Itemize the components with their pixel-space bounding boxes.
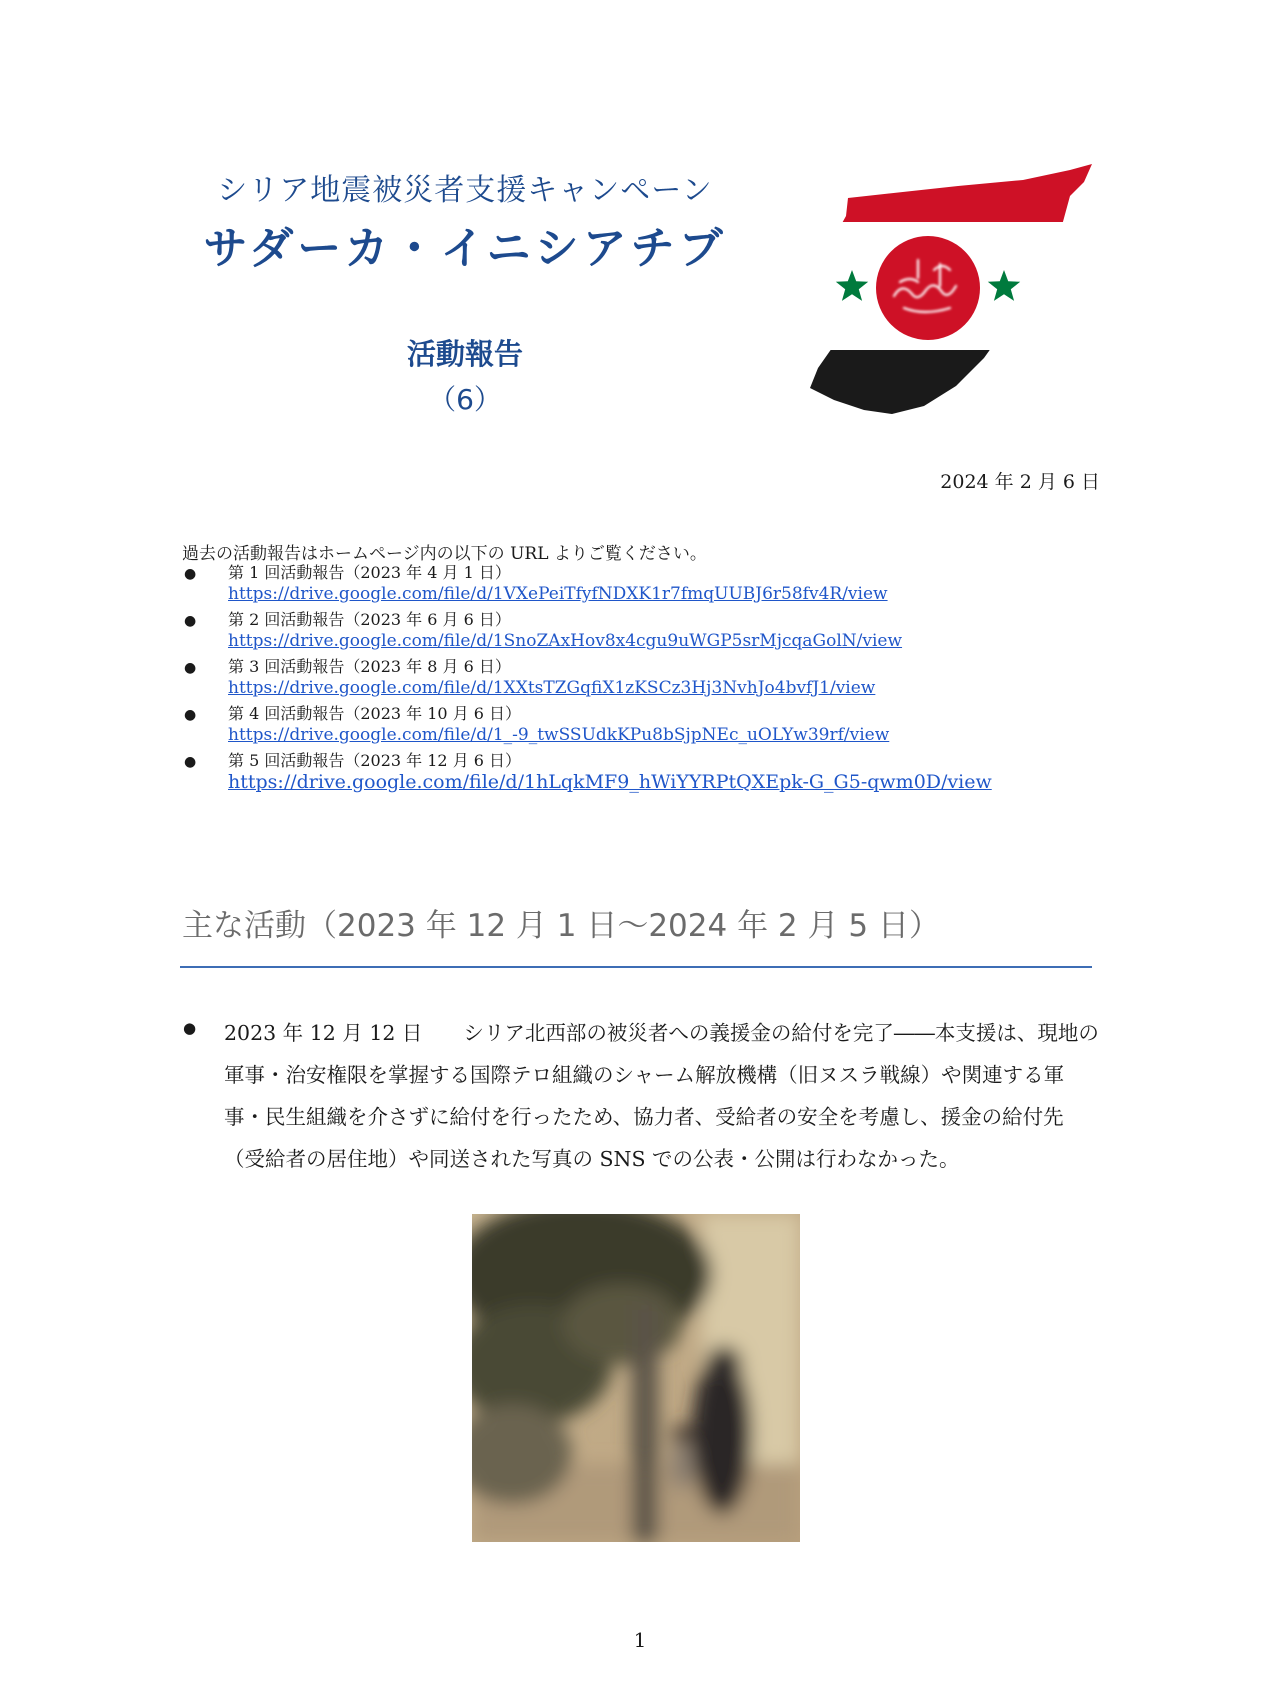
list-item <box>182 751 992 798</box>
list-item <box>182 563 992 610</box>
past-report-link[interactable]: https://drive.google.com/file/d/1_-9_twSSUdkKPu8bSjpNEc_uOLYw39rf/view <box>228 725 890 745</box>
initiative-title: サダーカ・イニシアチブ <box>203 223 727 274</box>
campaign-title: シリア地震被災者支援キャンペーン <box>217 173 713 208</box>
report-number: （6） <box>428 383 502 416</box>
section-divider <box>180 966 1092 968</box>
bullet-icon: ● <box>184 566 197 582</box>
past-report-label: 第 5 回活動報告（2023 年 12 月 6 日） <box>228 751 522 770</box>
bullet-icon: ● <box>184 613 197 629</box>
list-item <box>182 610 992 657</box>
section-heading: 主な活動（2023 年 12 月 1 日～2024 年 2 月 5 日） <box>182 908 940 944</box>
sadaqa-logo <box>808 160 1098 414</box>
list-item <box>182 704 992 751</box>
report-date: 2024 年 2 月 6 日 <box>940 471 1100 493</box>
bullet-icon: ● <box>184 660 197 676</box>
past-report-label: 第 1 回活動報告（2023 年 4 月 1 日） <box>228 563 511 582</box>
past-report-label: 第 4 回活動報告（2023 年 10 月 6 日） <box>228 704 522 723</box>
past-report-link[interactable]: https://drive.google.com/file/d/1hLqkMF9_hWiYYRPtQXEpk-G_G5-qwm0D/view <box>228 771 992 793</box>
report-title: 活動報告 <box>406 337 523 371</box>
past-report-label: 第 2 回活動報告（2023 年 6 月 6 日） <box>228 610 511 629</box>
list-item <box>182 657 992 704</box>
past-report-label: 第 3 回活動報告（2023 年 8 月 6 日） <box>228 657 511 676</box>
past-report-link[interactable]: https://drive.google.com/file/d/1XXtsTZGqfiX1zKSCz3Hj3NvhJo4bvfJ1/view <box>228 678 876 698</box>
past-report-link[interactable]: https://drive.google.com/file/d/1SnoZAxHov8x4cgu9uWGP5srMjcqaGolN/view <box>228 631 903 651</box>
past-report-link[interactable]: https://drive.google.com/file/d/1VXePeiTfyfNDXK1r7fmqUUBJ6r58fv4R/view <box>228 584 888 604</box>
blurred-photo <box>472 1214 800 1542</box>
activity-paragraph: 2023 年 12 月 12 日 シリア北西部の被災者への義援金の給付を完了――本支援は、現地の軍事・治安権限を掌握する国際テロ組織のシャーム解放機構（旧ヌスラ戦線）や関連する軍事・民生組織を介さずに給付を行ったため、協力者、受給者の安全を考慮し、援金の給付先（受給者の居住地）や同送された写真の SNS での公表・公開は行わなかった。 <box>224 1021 1099 1171</box>
past-reports-intro: 過去の活動報告はホームページ内の以下の URL よりご覧ください。 <box>182 544 707 564</box>
page-number: 1 <box>633 1628 647 1652</box>
bullet-icon: ● <box>184 754 197 770</box>
past-reports-list <box>182 563 992 798</box>
bullet-icon: ● <box>183 1019 197 1037</box>
bullet-icon: ● <box>184 707 197 723</box>
